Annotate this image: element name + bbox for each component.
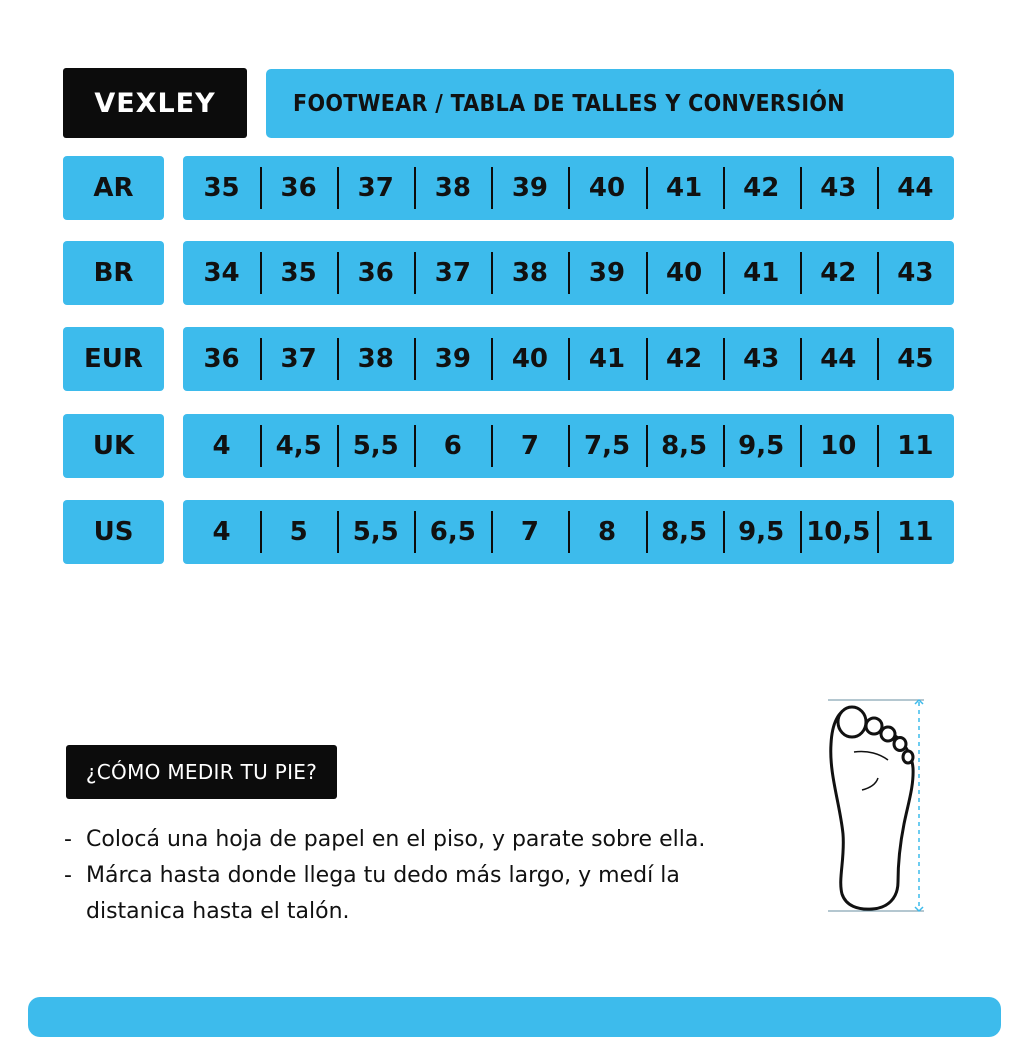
size-row bbox=[183, 500, 954, 564]
size-cell: 36 bbox=[337, 252, 414, 294]
size-cell: 43 bbox=[877, 252, 954, 294]
size-cell: 40 bbox=[568, 167, 645, 209]
size-cell: 40 bbox=[646, 252, 723, 294]
foot-outline-icon bbox=[818, 694, 928, 916]
size-cell: 37 bbox=[337, 167, 414, 209]
size-cell: 36 bbox=[260, 167, 337, 209]
size-cell: 11 bbox=[877, 425, 954, 467]
size-cell: 7 bbox=[491, 425, 568, 467]
row-label: EUR bbox=[63, 327, 164, 391]
instruction-text: Colocá una hoja de papel en el piso, y parate sobre ella. bbox=[86, 827, 706, 852]
size-cell: 9,5 bbox=[723, 511, 800, 553]
row-label: AR bbox=[63, 156, 164, 220]
instruction-item: - Colocá una hoja de papel en el piso, y parate sobre ella. bbox=[64, 822, 764, 858]
size-cell: 4 bbox=[212, 517, 231, 547]
size-cell: 7 bbox=[491, 511, 568, 553]
size-cell: 40 bbox=[491, 338, 568, 380]
size-cell: 38 bbox=[414, 167, 491, 209]
size-row bbox=[183, 414, 954, 478]
size-cell: 44 bbox=[877, 167, 954, 209]
brand-logo bbox=[63, 68, 247, 138]
size-cell: 41 bbox=[723, 252, 800, 294]
size-row bbox=[183, 241, 954, 305]
size-cell: 37 bbox=[414, 252, 491, 294]
size-cell: 43 bbox=[800, 167, 877, 209]
size-cell: 11 bbox=[877, 511, 954, 553]
size-cell: 10 bbox=[800, 425, 877, 467]
brand-name: VEXLEY bbox=[94, 87, 216, 119]
size-cell: 42 bbox=[800, 252, 877, 294]
size-cell: 37 bbox=[260, 338, 337, 380]
size-cell: 4 bbox=[212, 431, 231, 461]
size-cell: 45 bbox=[877, 338, 954, 380]
size-cell: 43 bbox=[723, 338, 800, 380]
size-cell: 39 bbox=[491, 167, 568, 209]
size-cell: 38 bbox=[491, 252, 568, 294]
measure-instructions bbox=[64, 822, 764, 930]
size-cell: 42 bbox=[723, 167, 800, 209]
size-cell: 8,5 bbox=[646, 511, 723, 553]
size-cell: 8 bbox=[568, 511, 645, 553]
size-cell: 5,5 bbox=[337, 511, 414, 553]
size-cell: 7,5 bbox=[568, 425, 645, 467]
size-cell: 38 bbox=[337, 338, 414, 380]
measure-heading-badge bbox=[66, 745, 337, 799]
instruction-text: Márca hasta donde llega tu dedo más largo, y medí la distanica hasta el talón. bbox=[86, 863, 680, 924]
size-cell: 41 bbox=[568, 338, 645, 380]
chart-title-bar bbox=[266, 69, 954, 138]
size-row bbox=[183, 156, 954, 220]
size-cell: 8,5 bbox=[646, 425, 723, 467]
size-cell: 10,5 bbox=[800, 511, 877, 553]
size-cell: 41 bbox=[646, 167, 723, 209]
row-label: US bbox=[63, 500, 164, 564]
size-cell: 6,5 bbox=[414, 511, 491, 553]
size-cell: 42 bbox=[646, 338, 723, 380]
row-label: UK bbox=[63, 414, 164, 478]
size-cell: 35 bbox=[260, 252, 337, 294]
size-cell: 39 bbox=[414, 338, 491, 380]
size-cell: 6 bbox=[414, 425, 491, 467]
size-cell: 44 bbox=[800, 338, 877, 380]
instruction-item: - Márca hasta donde llega tu dedo más largo, y medí la distanica hasta el talón. bbox=[64, 858, 764, 930]
size-cell: 5,5 bbox=[337, 425, 414, 467]
size-cell: 4,5 bbox=[260, 425, 337, 467]
size-row bbox=[183, 327, 954, 391]
measure-heading: ¿CÓMO MEDIR TU PIE? bbox=[85, 760, 318, 784]
size-cell: 34 bbox=[203, 258, 240, 288]
size-cell: 35 bbox=[203, 173, 240, 203]
size-cell: 9,5 bbox=[723, 425, 800, 467]
page-title: FOOTWEAR / TABLA DE TALLES Y CONVERSIÓN bbox=[293, 90, 845, 117]
size-cell: 5 bbox=[260, 511, 337, 553]
row-label: BR bbox=[63, 241, 164, 305]
size-cell: 39 bbox=[568, 252, 645, 294]
footer-bar bbox=[28, 997, 1001, 1037]
size-cell: 36 bbox=[203, 344, 240, 374]
